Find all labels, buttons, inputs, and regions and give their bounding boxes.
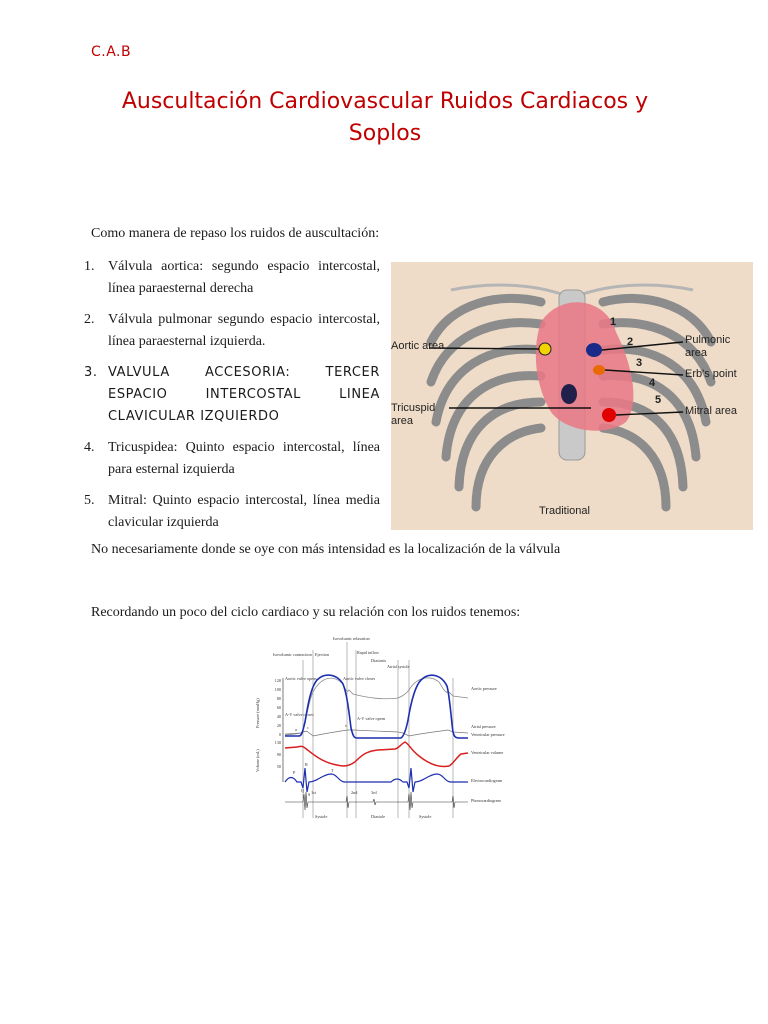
pulmonic-area-marker	[586, 343, 602, 357]
svg-text:1st: 1st	[311, 790, 316, 795]
note-paragraph: No necesariamente donde se oye con más intensidad es la localización de la válvula	[91, 542, 561, 557]
pressure-axis-label: Pressure (mmHg)	[255, 698, 260, 728]
svg-text:Phonocardiogram: Phonocardiogram	[471, 798, 501, 803]
svg-text:40: 40	[276, 714, 281, 719]
valve-list	[80, 256, 380, 543]
list-text: VALVULA ACCESORIA: TERCER ESPACIO INTERCOSTAL LINEA CLAVICULAR IZQUIERDO	[108, 365, 380, 424]
cardiac-cycle-paragraph: Recordando un poco del ciclo cardiaco y su relación con los ruidos tenemos:	[91, 605, 521, 620]
figure-caption: Traditional	[539, 505, 590, 517]
svg-text:Systole: Systole	[315, 814, 328, 819]
svg-text:T: T	[331, 768, 334, 773]
svg-text:Diastole: Diastole	[371, 814, 385, 819]
aortic-area-marker	[539, 343, 551, 355]
svg-text:0: 0	[278, 732, 281, 737]
pulmonic-area-label: Pulmonic area	[685, 334, 731, 359]
volume-axis-label: Volume (mL)	[255, 749, 260, 772]
list-number: 1.	[84, 259, 95, 274]
intro-paragraph: Como manera de repaso los ruidos de auscultación:	[91, 226, 380, 241]
tricuspid-area-label: Tricuspid area	[391, 402, 436, 427]
svg-text:S: S	[308, 792, 311, 797]
svg-text:v: v	[345, 723, 348, 728]
list-text: Tricuspidea: Quinto espacio intercostal, línea para esternal izquierda	[108, 440, 380, 477]
svg-text:A-V valve opens: A-V valve opens	[357, 716, 386, 721]
svg-text:Atrial systole: Atrial systole	[387, 664, 410, 669]
svg-text:Q: Q	[301, 788, 305, 793]
svg-text:20: 20	[276, 723, 281, 728]
svg-text:Atrial pressure: Atrial pressure	[471, 724, 496, 729]
svg-text:50: 50	[276, 764, 281, 769]
auscultation-areas-figure	[391, 262, 753, 530]
svg-text:Ventricular volume: Ventricular volume	[471, 750, 504, 755]
list-item	[80, 362, 380, 428]
list-item	[80, 437, 380, 481]
list-item	[80, 490, 380, 534]
svg-text:3rd: 3rd	[371, 790, 377, 795]
list-item	[80, 309, 380, 353]
svg-text:120: 120	[274, 678, 281, 683]
mitral-area-label: Mitral area	[685, 405, 737, 417]
list-text: Válvula pulmonar segundo espacio intercostal, línea paraesternal izquierda.	[108, 312, 380, 349]
list-number: 2.	[84, 312, 95, 327]
svg-text:100: 100	[274, 687, 281, 692]
svg-text:P: P	[293, 770, 296, 775]
list-number: 3.	[84, 365, 98, 380]
svg-text:Isovolumic relaxation: Isovolumic relaxation	[333, 636, 370, 641]
tricuspid-area-marker	[561, 384, 577, 404]
svg-text:a: a	[295, 727, 297, 732]
svg-text:Ejection: Ejection	[315, 652, 329, 657]
list-text: Mitral: Quinto espacio intercostal, línea media clavicular izquierda	[108, 493, 380, 530]
svg-text:2nd: 2nd	[351, 790, 358, 795]
list-number: 4.	[84, 440, 95, 455]
svg-text:R: R	[305, 762, 308, 767]
erbs-point-marker	[593, 365, 605, 375]
cardiac-cycle-diagram	[253, 632, 543, 832]
svg-text:Diastasis: Diastasis	[371, 658, 387, 663]
svg-text:Rapid inflow: Rapid inflow	[357, 650, 379, 655]
svg-text:A-V valve closes: A-V valve closes	[285, 712, 314, 717]
aortic-area-label: Aortic area	[391, 340, 445, 352]
svg-text:Aortic valve opens: Aortic valve opens	[285, 676, 317, 681]
svg-text:130: 130	[274, 740, 281, 745]
svg-text:90: 90	[276, 752, 281, 757]
svg-text:60: 60	[276, 705, 281, 710]
mitral-area-marker	[602, 408, 616, 422]
svg-text:c: c	[307, 725, 309, 730]
svg-text:Isovolumic contraction: Isovolumic contraction	[273, 652, 312, 657]
author-initials: C.A.B	[91, 44, 132, 60]
document-title: Auscultación Cardiovascular Ruidos Cardiacos y Soplos	[121, 89, 649, 146]
list-item	[80, 256, 380, 300]
svg-text:Electrocardiogram: Electrocardiogram	[471, 778, 503, 783]
list-text: Válvula aortica: segundo espacio intercostal, línea paraesternal derecha	[108, 259, 380, 296]
svg-text:Ventricular pressure: Ventricular pressure	[471, 732, 505, 737]
list-number: 5.	[84, 493, 95, 508]
svg-text:Aortic valve closes: Aortic valve closes	[343, 676, 376, 681]
rib-number-labels: 1 2 3 4 5	[610, 316, 662, 406]
erbs-point-label: Erb's point	[685, 368, 737, 380]
svg-text:Systole: Systole	[419, 814, 432, 819]
svg-text:Aortic pressure: Aortic pressure	[471, 686, 497, 691]
svg-text:80: 80	[276, 696, 281, 701]
